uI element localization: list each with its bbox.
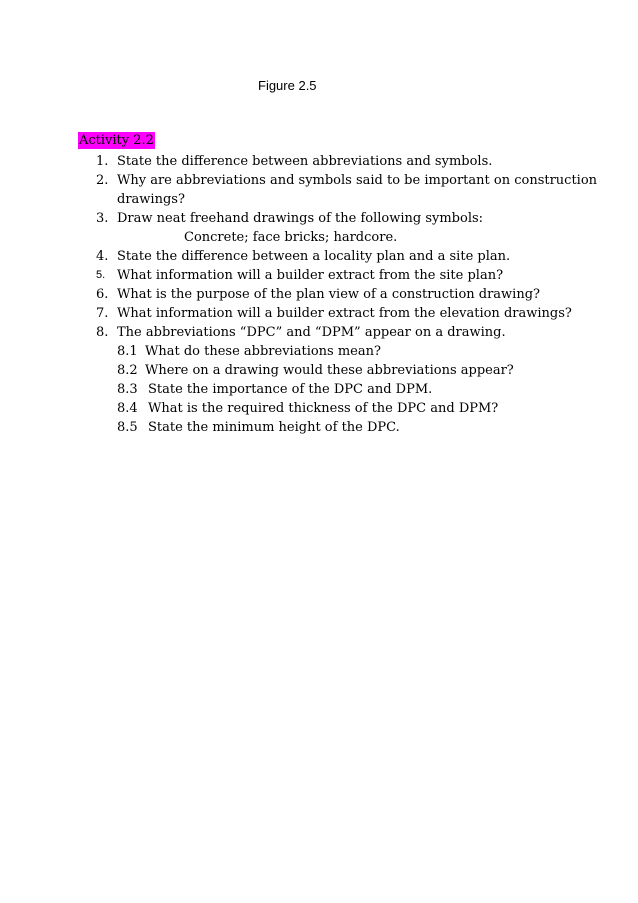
sub-question-number: 8.3 <box>117 382 138 397</box>
question-text: What information will a builder extract from the elevation drawings? <box>117 306 572 321</box>
question-number: 3. <box>96 211 109 226</box>
question-text: Draw neat freehand drawings of the following symbols: <box>117 211 484 226</box>
question-text-continuation: drawings? <box>117 192 185 207</box>
question-text: Why are abbreviations and symbols said to be important on construction <box>117 173 598 188</box>
sub-question-text: State the minimum height of the DPC. <box>148 420 400 435</box>
question-number: 7. <box>96 306 109 321</box>
sub-question-text: What do these abbreviations mean? <box>145 344 381 359</box>
sub-question-text: What is the required thickness of the DPC and DPM? <box>148 401 499 416</box>
question-number: 5. <box>96 269 106 281</box>
sub-question-number: 8.4 <box>117 401 138 416</box>
figure-caption: Figure 2.5 <box>258 78 317 93</box>
question-number: 1. <box>96 154 109 169</box>
question-text: The abbreviations “DPC” and “DPM” appear on a drawing. <box>117 325 506 340</box>
question-text: What is the purpose of the plan view of a construction drawing? <box>117 287 541 302</box>
sub-question-number: 8.5 <box>117 420 138 435</box>
question-number: 8. <box>96 325 109 340</box>
sub-question-text: Where on a drawing would these abbreviations appear? <box>145 363 514 378</box>
symbols-list: Concrete; face bricks; hardcore. <box>184 230 398 245</box>
sub-question-number: 8.2 <box>117 363 138 378</box>
question-number: 4. <box>96 249 109 264</box>
question-number: 6. <box>96 287 109 302</box>
question-text: State the difference between a locality plan and a site plan. <box>117 249 511 264</box>
question-number: 2. <box>96 173 109 188</box>
question-text: What information will a builder extract from the site plan? <box>117 268 504 283</box>
question-text: State the difference between abbreviations and symbols. <box>117 154 493 169</box>
sub-question-number: 8.1 <box>117 344 138 359</box>
sub-question-text: State the importance of the DPC and DPM. <box>148 382 433 397</box>
activity-title: Activity 2.2 <box>79 133 154 148</box>
